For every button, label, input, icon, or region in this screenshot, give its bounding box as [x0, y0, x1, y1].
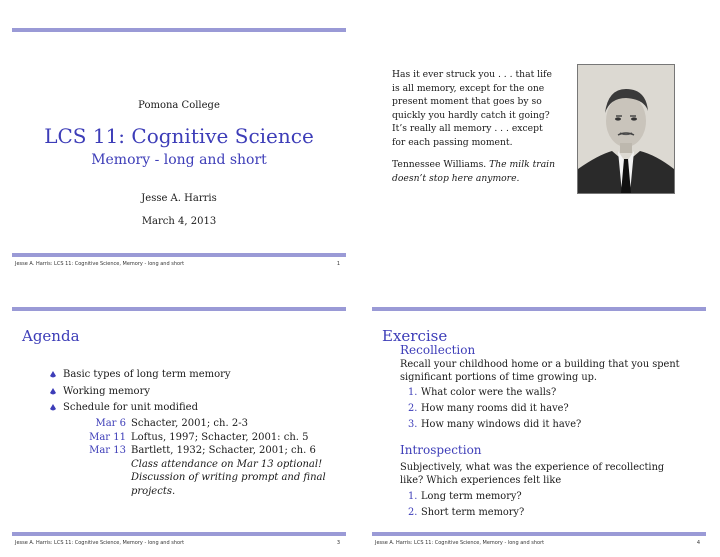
- attribution-author: Tennessee Williams.: [392, 159, 487, 170]
- quote-attribution: [392, 158, 567, 185]
- footer: [375, 540, 700, 546]
- portrait-photo: [577, 64, 675, 194]
- schedule-date: Mar 6: [95, 418, 126, 429]
- schedule-date: Mar 13: [89, 445, 126, 456]
- list-item: 3. How many windows did it have?: [408, 419, 582, 430]
- list-item: Schedule for unit modified: [50, 400, 231, 417]
- institution: Pomona College: [138, 100, 220, 111]
- schedule-text: Loftus, 1997; Schacter, 2001: ch. 5: [131, 431, 309, 443]
- schedule-note: Class attendance on Mar 13 optional!: [131, 458, 323, 470]
- bullet-icon: [50, 371, 56, 379]
- list-item: 2. Short term memory?: [408, 507, 525, 518]
- frame-title: Exercise: [382, 327, 448, 345]
- presentation-subtitle: Memory - long and short: [91, 152, 267, 168]
- date: March 4, 2013: [141, 216, 217, 227]
- top-bar: [12, 28, 346, 32]
- schedule: [72, 417, 331, 498]
- frame-title: Agenda: [22, 327, 80, 345]
- slide-exercise: [372, 307, 706, 547]
- schedule-text: Schacter, 2001; ch. 2-3: [131, 418, 248, 429]
- page-number: 4: [696, 540, 700, 546]
- block-text-introspection: Subjectively, what was the experience of recollecting like? Which experiences felt like: [400, 462, 665, 486]
- bottom-bar: [12, 253, 346, 257]
- footer: [15, 261, 340, 267]
- list-item: Working memory: [50, 384, 231, 401]
- recollection-list: [408, 385, 581, 433]
- footer-text: Jesse A. Harris: LCS 11: Cognitive Science, Memory - long and short: [375, 540, 545, 546]
- slide-quote: [370, 0, 704, 240]
- agenda-list: [50, 367, 231, 417]
- quote-text: Has it ever struck you . . . that life is all memory, except for the one present moment that goes by so quickly you hardly catch it going? It’s really all memory . . . except for each passing moment.: [392, 69, 552, 148]
- page-number: 3: [336, 540, 340, 546]
- bottom-bar: [372, 532, 706, 536]
- presentation-title: LCS 11: Cognitive Science: [44, 124, 314, 148]
- portrait-image: [578, 65, 674, 193]
- block-text-recollection: Recall your childhood home or a building that you spent significant portions of time growing up.: [400, 359, 680, 383]
- footer-text: Jesse A. Harris: LCS 11: Cognitive Science, Memory - long and short: [15, 540, 185, 546]
- bottom-bar: [12, 532, 346, 536]
- schedule-row: [72, 431, 331, 445]
- footer: [15, 540, 340, 546]
- block-title-introspection: Introspection: [400, 443, 482, 457]
- footer-text: Jesse A. Harris: LCS 11: Cognitive Science, Memory - long and short: [15, 261, 185, 267]
- list-item: 1. Long term memory?: [408, 491, 522, 502]
- top-bar: [372, 307, 706, 311]
- top-bar: [12, 307, 346, 311]
- list-item: 1. What color were the walls?: [408, 387, 557, 398]
- schedule-note: Discussion of writing prompt and final projects.: [131, 472, 326, 497]
- schedule-date: Mar 11: [89, 431, 126, 443]
- page-number: 1: [336, 261, 340, 267]
- bullet-icon: [50, 388, 56, 396]
- schedule-row: [72, 417, 331, 431]
- bullet-icon: [50, 404, 56, 412]
- list-item: 2. How many rooms did it have?: [408, 403, 569, 414]
- slide-agenda: [12, 307, 346, 547]
- block-title-recollection: Recollection: [400, 343, 476, 357]
- list-item: Basic types of long term memory: [50, 367, 231, 384]
- author: Jesse A. Harris: [141, 193, 217, 204]
- attribution-work: The milk train doesn’t stop here anymore.: [392, 159, 556, 184]
- schedule-text: Bartlett, 1932; Schacter, 2001; ch. 6: [131, 445, 316, 456]
- slide-title: [12, 28, 346, 268]
- schedule-row: [72, 444, 331, 458]
- introspection-list: [408, 489, 524, 521]
